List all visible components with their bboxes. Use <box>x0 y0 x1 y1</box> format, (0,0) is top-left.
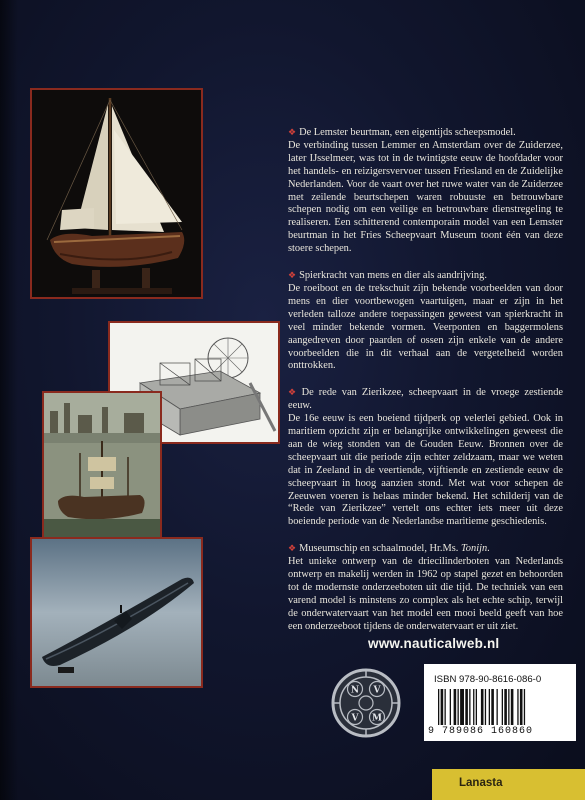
article-body: De roeiboot en de trekschuit zijn bekende voorbeelden van door mens en dier voortbewogen vaartuigen, maar er zijn in het verleden talloze andere toepassingen geweest van spierkracht in veel minder bekende vormen. Veerponten en baggermolens aangedreven door paarden of ossen zijn enkele van de andere voorbeelden die in dit verhaal aan de vergetelheid worden onttrokken. <box>288 282 563 372</box>
barcode-bar <box>491 689 494 725</box>
barcode-bar <box>504 689 507 725</box>
article-heading-prefix: Museumschip en schaalmodel, Hr.Ms. <box>299 543 461 555</box>
ean-digits: 9 789086 160860 <box>428 726 534 737</box>
diamond-bullet-icon: ❖ <box>288 270 297 281</box>
barcode-bar <box>438 689 439 725</box>
publisher-name: Lanasta <box>459 777 503 789</box>
barcode-bar <box>476 689 477 725</box>
barcode-bar <box>450 689 451 725</box>
back-cover-text <box>288 126 563 647</box>
article-body: De 16e eeuw is een boeiend tijdperk op velerlei gebied. Ook in maritiem opzicht zijn er belangrijke ontwikkelingen geweest die aan de wieg stonden van de Gouden Eeuw. Bronnen over de scheepvaart uit die periode zijn echter zeldzaam, maar we weten dat in Zeeland in de veertiende, vijftiende en zestiende eeuw de scheepvaart in hoog aanzien stond. Met wat voor schepen de Zeeuwen voeren is helaas minder bekend. Het schilderij van de “Rede van Zierikzee” vertelt ons echter iets meer uit deze boeiende periode van de Nederlandse maritieme geschiedenis. <box>288 413 563 528</box>
barcode-bar <box>502 689 503 725</box>
logo-letter-n: N <box>350 685 360 696</box>
barcode-bar <box>511 689 514 725</box>
barcode-bar <box>517 689 518 725</box>
article-tonijn <box>288 542 563 633</box>
barcode-bar <box>489 689 490 725</box>
spine-shadow <box>0 0 18 800</box>
barcode-bar <box>520 689 523 725</box>
article-heading: De rede van Zierikzee, scheepvaart in de vroege zestiende eeuw. <box>288 387 564 412</box>
barcode-bar <box>469 689 470 725</box>
isbn-text: ISBN 978-90-8616-086-0 <box>434 674 542 685</box>
article-heading-ship-name: Tonijn <box>460 543 488 555</box>
barcode-bar <box>508 689 509 725</box>
website-url[interactable]: www.nauticalweb.nl <box>368 636 500 651</box>
diamond-bullet-icon: ❖ <box>288 543 297 554</box>
barcode-bar <box>497 689 498 725</box>
barcode-bar <box>441 689 444 725</box>
isbn-barcode-box <box>424 664 576 741</box>
nvm-logo <box>330 667 402 739</box>
barcode-bars <box>436 689 564 725</box>
photo-lemster-beurtman-model <box>30 88 203 299</box>
diamond-bullet-icon: ❖ <box>288 387 299 398</box>
barcode-bar <box>473 689 474 725</box>
barcode-bar <box>460 689 464 725</box>
barcode-bar <box>445 689 446 725</box>
photo-hrms-tonijn-model <box>30 537 203 688</box>
barcode-bar <box>485 689 486 725</box>
diamond-bullet-icon: ❖ <box>288 127 297 137</box>
article-heading: Spierkracht van mens en dier als aandrijving. <box>299 270 487 282</box>
barcode-bar <box>458 689 459 725</box>
article-rede-van-zierikzee <box>288 386 563 529</box>
photo-rede-van-zierikzee <box>42 391 162 542</box>
article-heading: De Lemster beurtman, een eigentijds scheepsmodel. <box>299 127 516 138</box>
barcode-bar <box>524 689 525 725</box>
barcode-bar <box>465 689 468 725</box>
article-body: Het unieke ontwerp van de driecilinderboten van Nederlands ontwerp en makelij werden in 1962 op stapel gezet en behoorden tot de modernste onderzeeboten uit die tijd. De techniek van een varend model is minstens zo complex als het echte schip, terwijl de onderwatervaart van het model een mooi beeld geeft van hoe een onderzeeboot tijdens de onderwatervaart er uit ziet. <box>288 556 563 632</box>
logo-letter-m: M <box>372 713 382 724</box>
barcode-bar <box>454 689 457 725</box>
article-body: De verbinding tussen Lemmer en Amsterdam over de Zuiderzee, later IJsselmeer, was tot in de twintigste eeuw de hoofdader voor het handels- en reizigersvervoer tussen Friesland en de Zuidelijke Nederlanden. Voor de vaart over het ruwe water van de Zuiderzee met zeilende beurtschepen waren robuuste en betrouwbare schepen nodig om een veilige en betrouwbare dienstregeling te realiseren. Een schitterend contemporain model van een Lemster beurtman in het Fries Scheepvaart Museum toont één van deze stoere schepen. <box>288 139 563 255</box>
publisher-band <box>432 769 585 800</box>
article-lemster-beurtman <box>288 126 563 256</box>
article-spierkracht <box>288 269 563 373</box>
logo-letter-v-bottom: V <box>351 713 359 724</box>
barcode-bar <box>481 689 484 725</box>
logo-letter-v: V <box>373 685 381 696</box>
article-heading-suffix: . <box>487 543 490 555</box>
